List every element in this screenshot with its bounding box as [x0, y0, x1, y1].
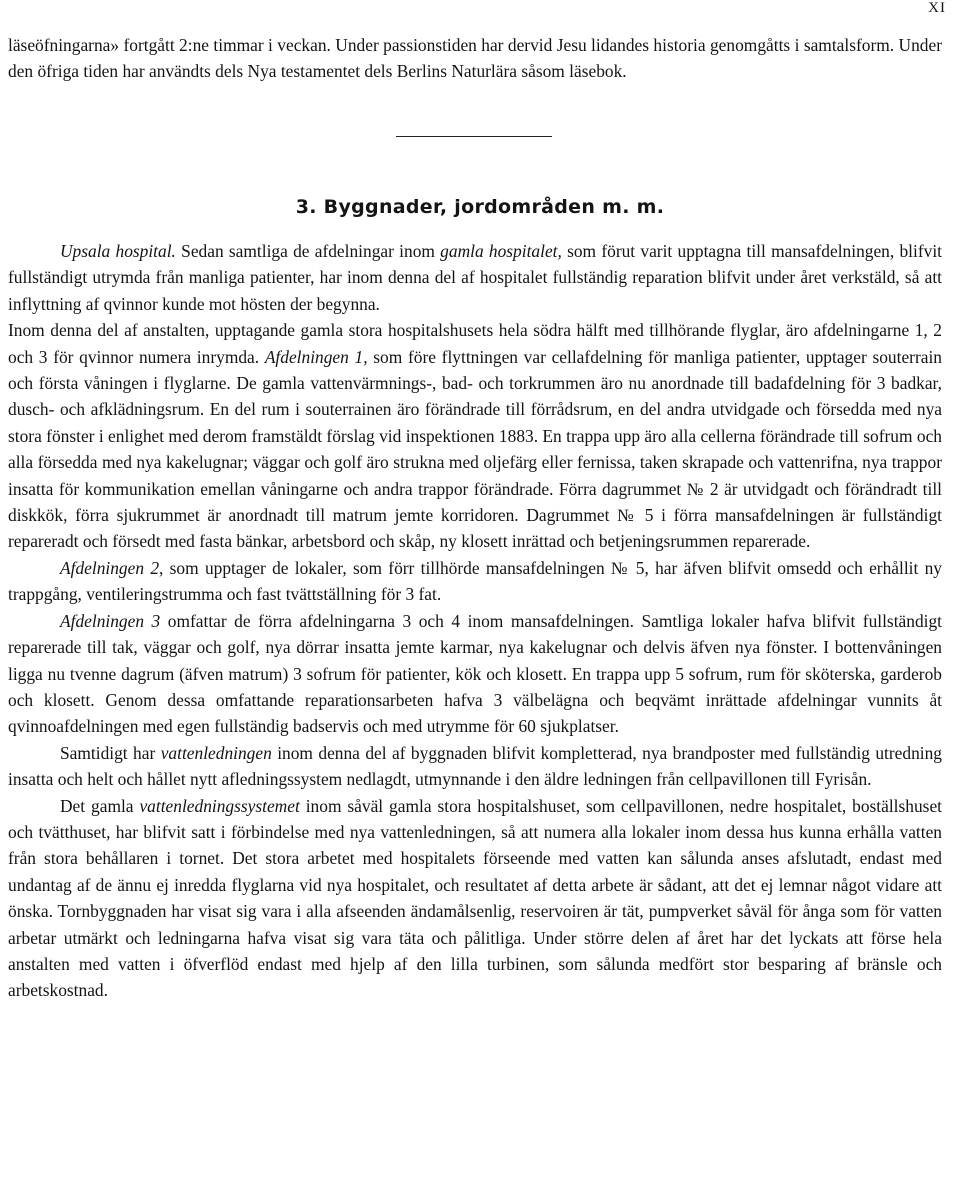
paragraph-text: Inom denna del af anstalten, upptagande gamla stora hospitalshusets hela södra hälft med tillhörande flyglar, äro afdelningarne 1, 2 och 3 för qvinnor numera inrymda.: [8, 320, 942, 367]
paragraph-afdelningar: [8, 317, 942, 555]
paragraph-text: Samtidigt har: [60, 742, 161, 763]
paragraph-vattenledningen: [8, 740, 942, 793]
paragraph-lead: Upsala hospital.: [60, 241, 176, 261]
paragraph-text: inom såväl gamla stora hospitalshuset, som cellpavillonen, nedre hospitalet, boställshuset och tvätthuset, har blifvit satt i förbindelse med nya vattenledningen, så att numera alla lokaler inom dessa hus kunna erhålla vatten från stora behållaren i tornet. Det stora arbetet med hospitalets förseende med vatten kan sålunda anses afslutadt, endast med undantag af de ännu ej inredda flyglarna vid nya hospitalet, och resultatet af detta arbete är sådant, att det ej lemnar något vidare att önska. Tornbyggnaden har visat sig vara i alla afseenden ändamålsenlig, reservoiren är tät, pumpverket såväl för ånga som för vatten arbetar utmärkt och ledningarna hafva visat sig vara täta och pålitliga. Under större delen af året har det lyckats att förse hela anstalten med vatten i öfverflöd endast med hjelp af den lilla turbinen, som sålunda medfört stor besparing af bränsle och arbetskostnad.: [8, 795, 942, 1001]
paragraph-afdelningen-2: [8, 555, 942, 608]
paragraph-text: Det gamla: [60, 795, 140, 816]
section-heading: 3. Byggnader, jordområden m. m.: [295, 196, 665, 218]
paragraph-italic-term: gamla hospitalet,: [440, 241, 562, 261]
paragraph-text: som förut varit upptagna till mansafdelningen, blifvit fullständigt utrymda från manliga patienter, har inom denna del af hospitalet fullständig reparation blifvit under året verkstäld, så att inflyttning af qvinnor kunde mot hösten der begynna.: [8, 241, 942, 314]
paragraph-text: som upptager de lokaler, som förr tillhörde mansafdelningen № 5, har äfven blifvit omsedd och erhållit ny trappgång, ventileringstrumma och fast tvättställning för 3 fat.: [8, 557, 942, 605]
page-number: XI: [928, 0, 946, 16]
paragraph-vattenledningssystemet: [8, 793, 942, 1004]
separator-rule: [396, 136, 552, 137]
intro-paragraph: läseöfningarna» fortgått 2:ne timmar i veckan. Under passionstiden har dervid Jesu lidandes historia genomgåtts i samtalsform. Under den öfriga tiden har användts dels Nya testamentet dels Berlins Naturlära såsom läsebok.: [8, 35, 942, 82]
paragraph-text: som före flyttningen var cellafdelning för manliga patienter, upptager souterrain och första våningen i flyglarne. De gamla vattenvärmnings-, bad- och torkrummen äro nu anordnade till badafdelning för 3 badkar, dusch- och afklädningsrum. En del rum i souterrainen äro förändrade till förrådsrum, en del andra utvidgade och försedda med nya stora fönster i enlighet med derom framstäldt förslag vid inspektionen 1883. En trappa upp äro alla cellerna förändrade till sofrum och alla försedda med nya kakelugnar; väggar och golf äro strukna med oljefärg eller fernissa, taken skrapade och vattenrifna, nya trappor insatta för kommunikation emellan våningarne och andra trappor förändrade. Förra dagrummet № 2 är utvidgadt och förändradt till diskkök, förra sjukrummet är anordnadt till matrum jemte korridoren. Dagrummet № 5 i förra mansafdelningen är fullständigt repareradt och försedt med fasta bänkar, arbetsbord och skåp, ny klosett inrättad och betjeningsrummen reparerade.: [8, 346, 942, 552]
paragraph-text: Sedan samtliga de afdelningar inom: [175, 241, 441, 261]
paragraph-upsala-hospital: [8, 238, 942, 317]
paragraph-italic-term: Afdelningen 1,: [264, 346, 368, 367]
paragraph-italic-term: Afdelningen 2,: [60, 557, 164, 578]
intro-block: [8, 32, 942, 85]
paragraph-italic-term: vattenledningssystemet: [139, 795, 300, 816]
paragraph-text: inom denna del af byggnaden blifvit kompletterad, nya brandposter med fullständig utredning insatta och helt och hållet nytt afledningssystem nedlagdt, utmynnande i den äldre ledningen från cellpavillonen till Fyrisån.: [8, 742, 942, 790]
paragraph-afdelningen-3: [8, 608, 942, 740]
paragraph-text: omfattar de förra afdelningarna 3 och 4 inom mansafdelningen. Samtliga lokaler hafva blifvit fullständigt reparerade till tak, väggar och golf, nya dörrar insatta jemte karmar, nya kakelugnar och delvis äfven nya fönster. I bottenvåningen ligga nu tvenne dagrum (äfven matrum) 3 sofrum för patienter, kök och klosett. En trappa upp 5 sofrum, rum för sköterska, garderob och klosett. Genom dessa omfattande reparationsarbeten hafva 3 välbelägna och beqvämt inrättade afdelningar vunnits åt qvinnoafdelningen med egen fullständig badservis och med utrymme för 60 sjukplatser.: [8, 610, 943, 737]
paragraph-italic-term: Afdelningen 3: [60, 610, 161, 631]
paragraph-italic-term: vattenledningen: [160, 742, 272, 763]
body-text: [8, 238, 942, 1004]
